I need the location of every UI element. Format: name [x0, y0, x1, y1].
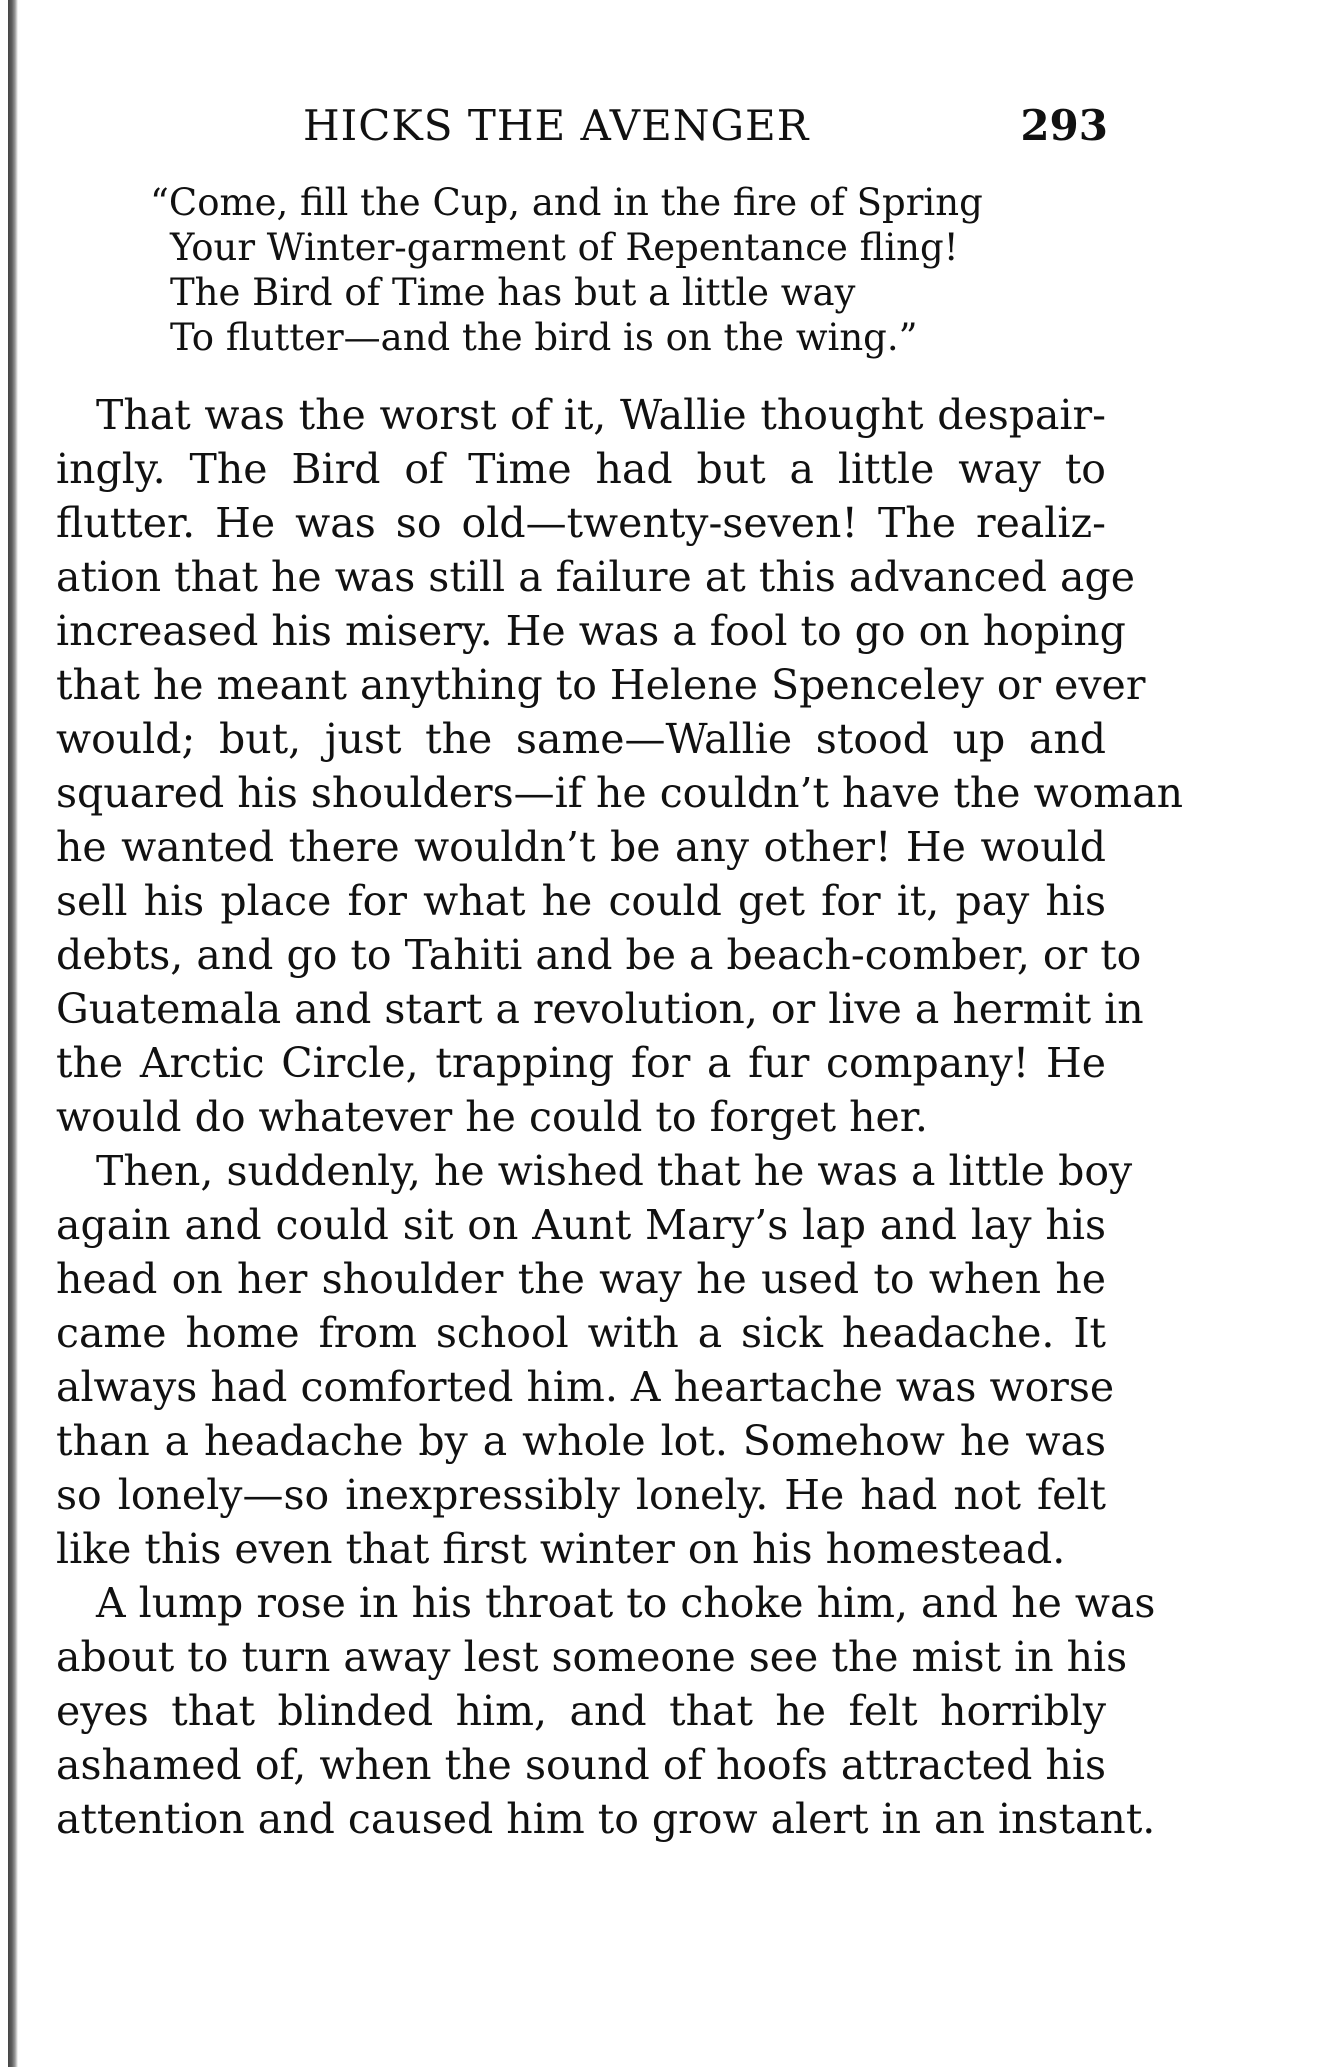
text-line: sell his place for what he could get for it, pay his	[56, 877, 1106, 925]
text-line: like this even that first winter on his homestead.	[56, 1525, 1066, 1573]
verse-line: “Come, fill the Cup, and in the fire of Spring	[150, 181, 983, 224]
paragraph	[56, 1576, 1156, 1846]
text-line: squared his shoulders—if he couldn’t have the woman	[56, 769, 1184, 817]
body-text	[56, 388, 1184, 1846]
text-line: attention and caused him to grow alert in an instant.	[56, 1795, 1156, 1843]
text-line: came home from school with a sick headache. It	[56, 1309, 1106, 1357]
text-line: flutter. He was so old—twenty-seven! The realiz-	[56, 499, 1106, 547]
text-line: That was the worst of it, Wallie thought despair-	[96, 391, 1106, 439]
text-line: ashamed of, when the sound of hoofs attracted his	[56, 1741, 1106, 1789]
text-line: than a headache by a whole lot. Somehow he was	[56, 1417, 1106, 1465]
text-line: again and could sit on Aunt Mary’s lap and lay his	[56, 1201, 1106, 1249]
text-line: so lonely—so inexpressibly lonely. He had not felt	[56, 1471, 1106, 1519]
text-line: that he meant anything to Helene Spenceley or ever	[56, 661, 1146, 709]
page-binding-edge	[8, 0, 18, 2067]
text-line: head on her shoulder the way he used to when he	[56, 1255, 1106, 1303]
text-line: A lump rose in his throat to choke him, and he was	[96, 1579, 1156, 1627]
verse-line: The Bird of Time has but a little way	[170, 271, 856, 314]
text-line: ingly. The Bird of Time had but a little way to	[56, 445, 1106, 493]
verse-line: To flutter—and the bird is on the wing.”	[170, 316, 918, 359]
text-line: he wanted there wouldn’t be any other! He would	[56, 823, 1106, 871]
verse-quotation	[150, 180, 1050, 360]
running-title: HICKS THE AVENGER	[303, 101, 810, 150]
paragraph	[56, 388, 1184, 1144]
text-line: about to turn away lest someone see the mist in his	[56, 1633, 1128, 1681]
text-line: eyes that blinded him, and that he felt horribly	[56, 1687, 1106, 1735]
text-line: ation that he was still a failure at this advanced age	[56, 553, 1135, 601]
text-line: debts, and go to Tahiti and be a beach-comber, or to	[56, 931, 1142, 979]
text-line: increased his misery. He was a fool to go on hoping	[56, 607, 1126, 655]
text-line: would; but, just the same—Wallie stood up and	[56, 715, 1106, 763]
page-number: 293	[1020, 101, 1108, 150]
text-line: would do whatever he could to forget her.	[56, 1093, 928, 1141]
paragraph	[56, 1144, 1133, 1576]
running-head	[58, 98, 1108, 154]
verse-line: Your Winter-garment of Repentance fling!	[170, 226, 959, 269]
text-line: the Arctic Circle, trapping for a fur company! He	[56, 1039, 1106, 1087]
text-line: always had comforted him. A heartache was worse	[56, 1363, 1115, 1411]
text-line: Guatemala and start a revolution, or live a hermit in	[56, 985, 1144, 1033]
text-line: Then, suddenly, he wished that he was a little boy	[96, 1147, 1133, 1195]
